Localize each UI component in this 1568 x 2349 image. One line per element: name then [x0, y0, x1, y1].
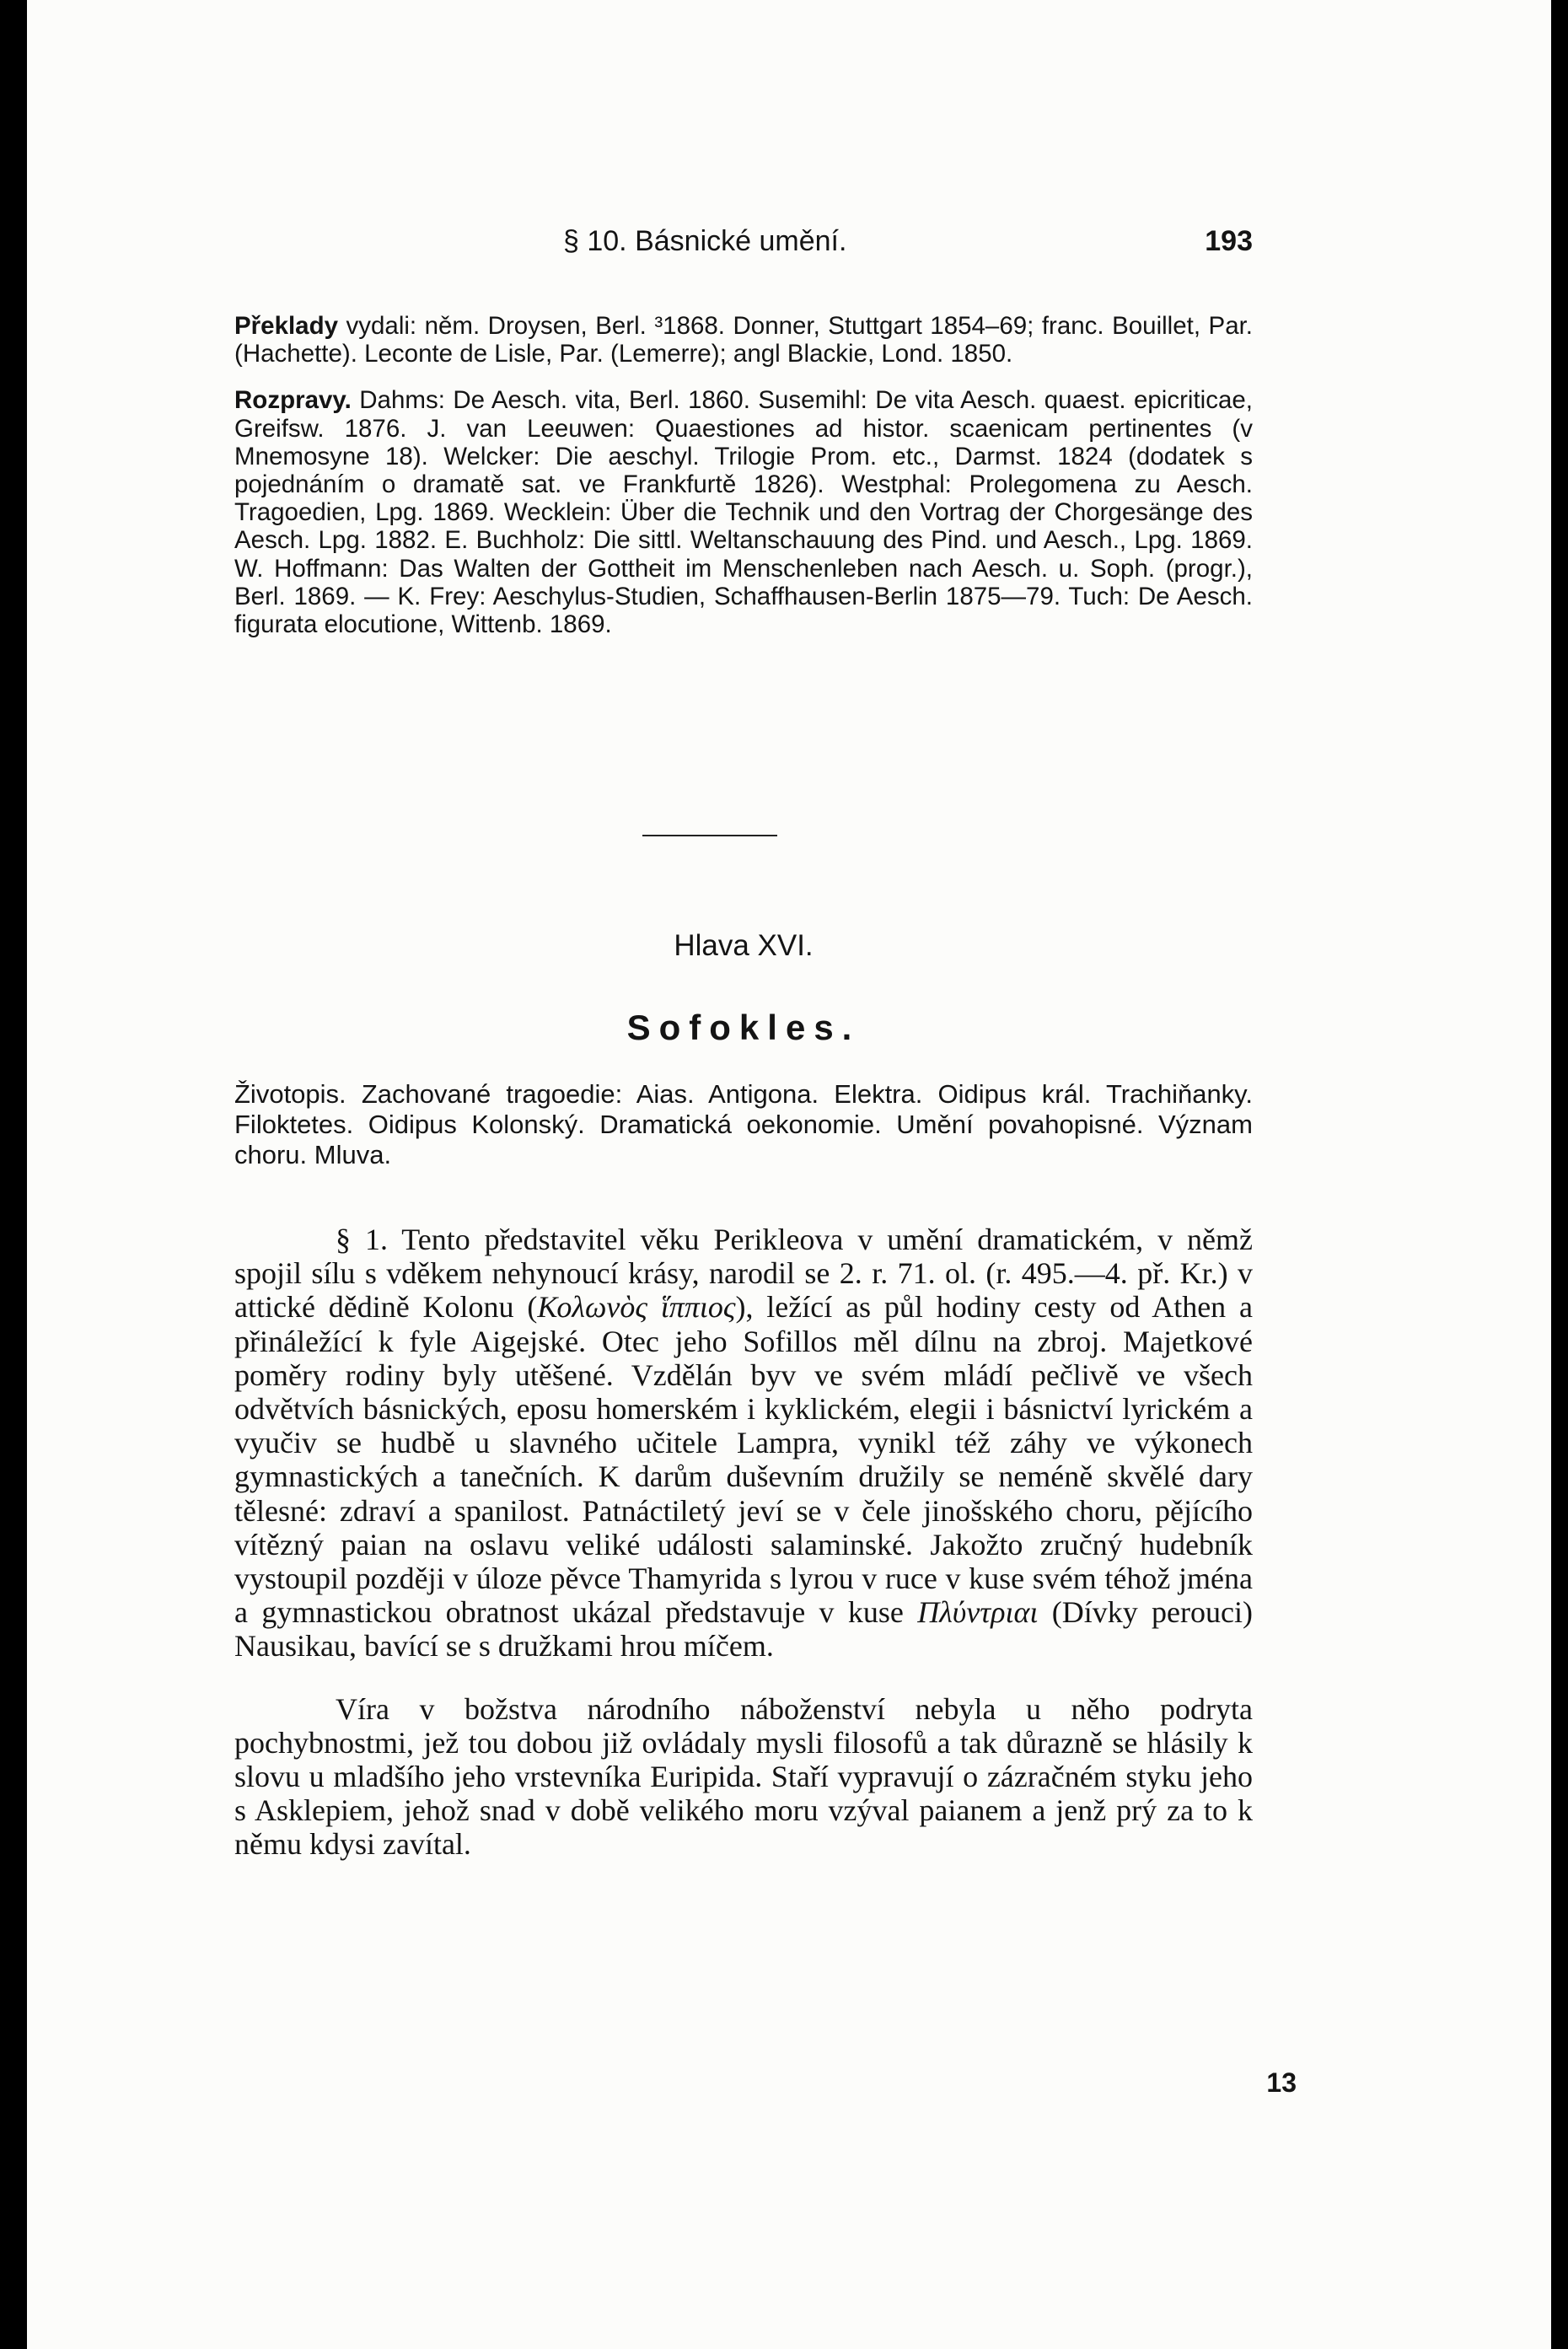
- signature-mark: 13: [1266, 2067, 1297, 2098]
- page-number: 193: [1205, 225, 1253, 257]
- section-title: § 10. Básnické umění.: [563, 225, 847, 257]
- body-text: [234, 1223, 1253, 1890]
- paragraph-2: Víra v božstva národního náboženství nebyla u něho podryta pochybnostmi, jež tou dobou již ovládaly mysli filosofů a tak důrazně se hlásily k slovu u mladšího jeho vrstevníka Euripida. Staří vypravují o zázračném styku jeho s Asklepiem, jehož snad v době velikého moru vzýval paianem a jenž prý za to k němu kdysi zavítal.: [234, 1691, 1253, 1862]
- running-head: [234, 225, 1253, 259]
- studies-label: Rozpravy.: [234, 386, 352, 415]
- p1-part-3: (Dívky perouci) Nausikau, bavící se s družkami hrou míčem.: [234, 1595, 1253, 1664]
- p1-part-1: § 1. Tento představitel věku Perikleova v umění dramatickém, v němž spojil sílu s vděkem nehynoucí krásy, narodil se 2. r. 71. ol. (r. 495.—4. př. Kr.) v attické dědině Kolonu (: [234, 1223, 1253, 1325]
- section-divider: [642, 835, 777, 836]
- p1-part-2: ), ležící as půl hodiny cesty od Athen a přináležící k fyle Aigejské. Otec jeho Sofillos měl dílnu na zbroj. Majetkové poměry rodiny byly utěšené. Vzdělán byv ve svém mládí pečlivě ve všech odvětvích básnických, eposu homerském i kyklickém, elegii i básnictví lyrickém a vyučiv se hudbě u slavného učitele Lampra, vynikl též záhy ve výkonech gymnastických a tanečních. K darům duševním družily se neméně skvělé dary tělesné: zdraví a spanilost. Patnáctiletý jeví se v čele jinošského choru, pějícího vítězný paian na oslavu veliké události salaminské. Jakožto zručný hudebník vystoupil později v úloze pěvce Thamyrida s lyrou v ruce v kuse svém téhož jména a gymnastickou obratnost ukázal představuje v kuse: [234, 1290, 1253, 1630]
- greek-term-2: Πλύντριαι: [917, 1595, 1039, 1630]
- greek-term-1: Κολωνὸς ἵππιος: [537, 1290, 736, 1325]
- paragraph-1: [234, 1223, 1253, 1664]
- bibliography: [234, 312, 1253, 657]
- studies-paragraph: [234, 386, 1253, 638]
- chapter-number: Hlava XVI.: [674, 929, 814, 962]
- chapter-title: Sofokles.: [626, 1008, 861, 1047]
- translations-paragraph: [234, 312, 1253, 368]
- chapter-summary: Životopis. Zachované tragoedie: Aias. Antigona. Elektra. Oidipus král. Trachiňanky. Filoktetes. Oidipus Kolonský. Dramatická oekonomie. Umění povahopisné. Význam choru. Mluva.: [234, 1079, 1253, 1169]
- translations-text: vydali: něm. Droysen, Berl. ³1868. Donner, Stuttgart 1854–69; franc. Bouillet, Par. (Hachette). Leconte de Lisle, Par. (Lemerre); angl Blackie, Lond. 1850.: [234, 312, 1254, 368]
- translations-label: Překlady: [234, 312, 338, 340]
- studies-text: Dahms: De Aesch. vita, Berl. 1860. Susemihl: De vita Aesch. quaest. epicriticae, Greifsw. 1876. J. van Leeuwen: Quaestiones ad histor. scaenicam pertinentes (v Mnemosyne 18). Welcker: Die aeschyl. Trilogie Prom. etc., Darmst. 1824 (dodatek s pojednáním o dramatě sat. ve Frankfurtě 1826). Westphal: Prolegomena zu Aesch. Tragoedien, Lpg. 1869. Wecklein: Über die Technik und den Vortrag der Chorgesänge des Aesch. Lpg. 1882. E. Buchholz: Die sittl. Weltanschauung des Pind. und Aesch., Lpg. 1869. W. Hoffmann: Das Walten der Gottheit im Menschenleben nach Aesch. u. Soph. (progr.), Berl. 1869. — K. Frey: Aeschylus-Studien, Schaffhausen-Berlin 1875—79. Tuch: De Aesch. figurata elocutione, Wittenb. 1869.: [234, 386, 1253, 639]
